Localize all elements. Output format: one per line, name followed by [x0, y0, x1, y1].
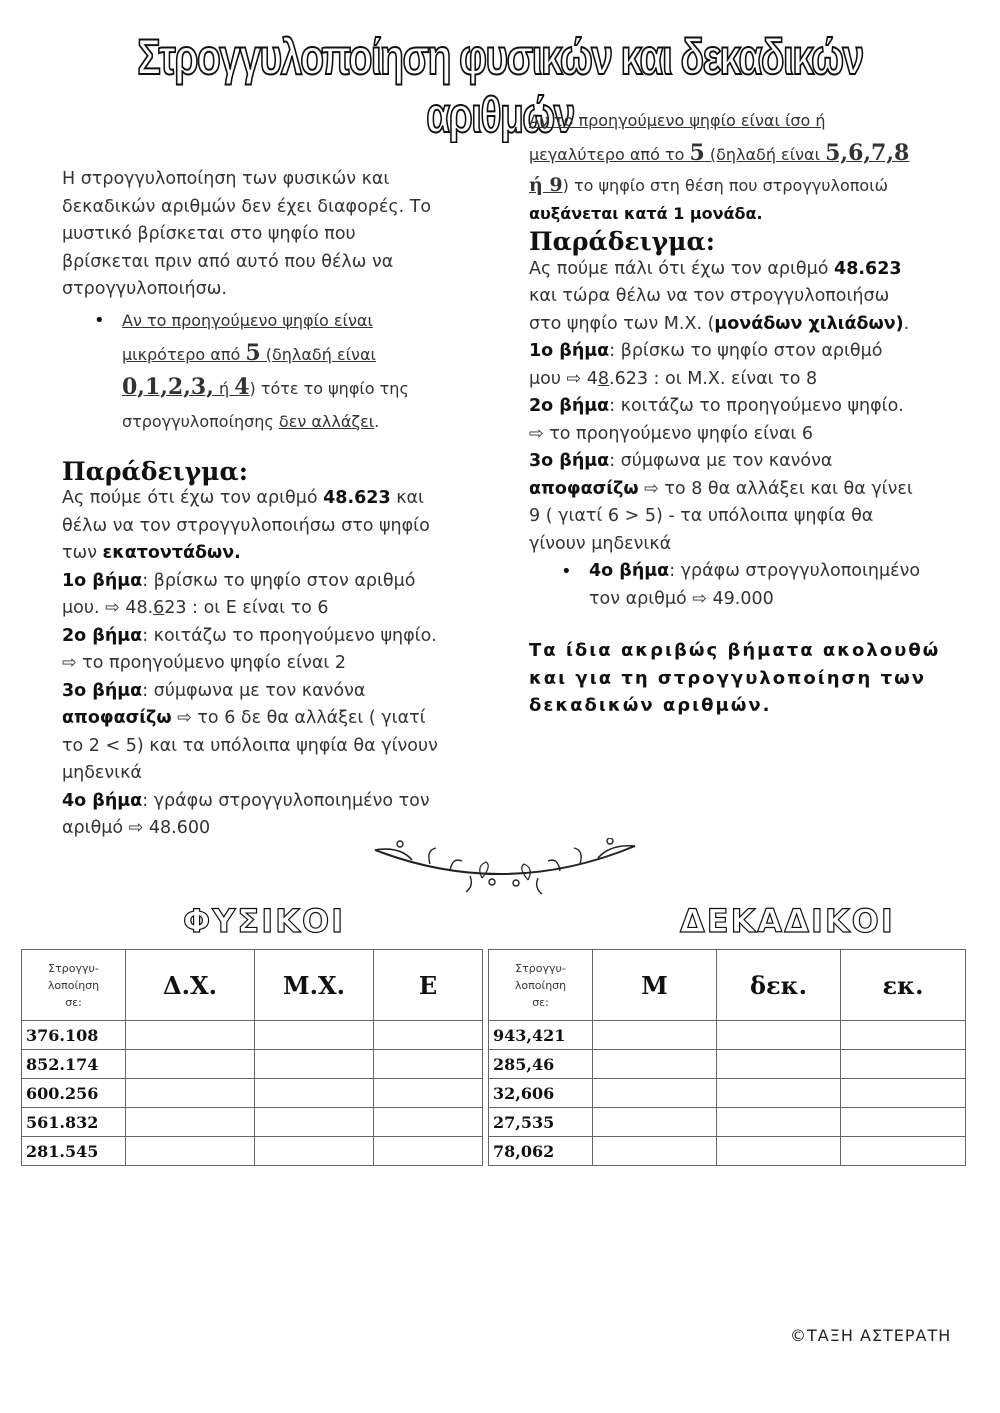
- natural-numbers-title: ΦΥΣΙΚΟΙ: [183, 902, 346, 940]
- answer-cell[interactable]: [841, 1021, 966, 1050]
- answer-cell[interactable]: [717, 1021, 841, 1050]
- table-row: 281.545: [22, 1137, 483, 1166]
- answer-cell[interactable]: [841, 1137, 966, 1166]
- column-header: Μ.Χ.: [255, 950, 374, 1021]
- copyright-footer: ©ΤΑΞΗ ΑΣΤΕΡΑΤΗ: [790, 1326, 952, 1345]
- table-row: 561.832: [22, 1108, 483, 1137]
- answer-cell[interactable]: [374, 1050, 483, 1079]
- table-row: 852.174: [22, 1050, 483, 1079]
- answer-cell[interactable]: [255, 1108, 374, 1137]
- example-heading: Παράδειγμα:: [529, 227, 715, 256]
- table-row: 32,606: [489, 1079, 966, 1108]
- right-column: [529, 104, 959, 720]
- table-corner-header: Στρογγυ- λοποίηση σε:: [22, 950, 126, 1021]
- table-row: 376.108: [22, 1021, 483, 1050]
- answer-cell[interactable]: [593, 1079, 717, 1108]
- table-corner-header: Στρογγυ- λοποίηση σε:: [489, 950, 593, 1021]
- answer-cell[interactable]: [126, 1137, 255, 1166]
- example-heading: Παράδειγμα:: [62, 456, 248, 486]
- column-header: εκ.: [841, 950, 966, 1021]
- answer-cell[interactable]: [374, 1137, 483, 1166]
- intro-line: Η στρογγυλοποίηση των φυσικών και: [62, 169, 390, 189]
- example-text: Ας πούμε ότι έχω τον αριθμό 48.623 και θέλω να τον στρογγυλοποιήσω στο ψηφίο των εκατοντάδων. 1ο βήμα: βρίσκω το ψηφίο στον αριθμό μου. ⇨ 48.623 : οι Ε είναι το 6 2ο βήμα: κοιτάζω το προηγούμενο ψηφίο. ⇨ το προηγούμενο ψηφίο είναι 2 3ο βήμα: σύμφωνα με τον κανόνα αποφασίζω ⇨ το 6 δε θα αλλάξει ( γιατί το 2 < 5) και τα υπόλοιπα ψηφία θα γίνουν μηδενικά 4ο βήμα: γράφω στρογγυλοποιημένο τον αριθμό ⇨ 48.600: [62, 488, 438, 838]
- page-title: Στρογγυλοποίηση φυσικών και δεκαδικών αριθμών: [137, 29, 863, 143]
- answer-cell[interactable]: [593, 1137, 717, 1166]
- answer-cell[interactable]: [374, 1079, 483, 1108]
- answer-cell[interactable]: [126, 1021, 255, 1050]
- intro-line: δεκαδικών αριθμών δεν έχει διαφορές. Το: [62, 196, 432, 217]
- table-row: 600.256: [22, 1079, 483, 1108]
- answer-cell[interactable]: [374, 1021, 483, 1050]
- rule-greater-equal-five: Αν το προηγούμενο ψηφίο είναι ίσο ή μεγαλύτερο από το 5 (δηλαδή είναι 5,6,7,8 ή 9) το ψηφίο στη θέση που στρογγυλοποιώ αυξάνεται κατά 1 μονάδα.: [529, 111, 910, 223]
- answer-cell[interactable]: [717, 1079, 841, 1108]
- answer-cell[interactable]: [593, 1050, 717, 1079]
- example-text: Ας πούμε πάλι ότι έχω τον αριθμό 48.623 και τώρα θέλω να τον στρογγυλοποιήσω στο ψηφίο των Μ.Χ. (μονάδων χιλιάδων). 1ο βήμα: βρίσκω το ψηφίο στον αριθμό μου ⇨ 48.623 : οι Μ.Χ. είναι το 8 2ο βήμα: κοιτάζω το προηγούμενο ψηφίο. ⇨ το προηγούμενο ψηφίο είναι 6 3ο βήμα: σύμφωνα με τον κανόνα αποφασίζω ⇨ το 8 θα αλλάξει και θα γίνει 9 ( γιατί 6 > 5) - τα υπόλοιπα ψηφία θα γίνουν μηδενικά • 4ο βήμα: γράφω στρογγυλοποιημένο τον αριθμό ⇨ 49.000: [529, 256, 959, 614]
- decimal-numbers-table: [488, 949, 966, 1166]
- table-row: 285,46: [489, 1050, 966, 1079]
- answer-cell[interactable]: [717, 1050, 841, 1079]
- intro-line: βρίσκεται πριν από αυτό που θέλω να: [62, 251, 394, 272]
- answer-cell[interactable]: [126, 1108, 255, 1137]
- answer-cell[interactable]: [255, 1079, 374, 1108]
- answer-cell[interactable]: [717, 1137, 841, 1166]
- table-row: 78,062: [489, 1137, 966, 1166]
- answer-cell[interactable]: [126, 1050, 255, 1079]
- left-column: [62, 166, 482, 843]
- column-header: Μ: [593, 950, 717, 1021]
- answer-cell[interactable]: [717, 1108, 841, 1137]
- column-header: Ε: [374, 950, 483, 1021]
- answer-cell[interactable]: [593, 1108, 717, 1137]
- answer-cell[interactable]: [374, 1108, 483, 1137]
- answer-cell[interactable]: [593, 1021, 717, 1050]
- closing-note: Τα ίδια ακριβώς βήματα ακολουθώ και για τη στρογγυλοποίηση των δεκαδικών αριθμών.: [529, 640, 941, 716]
- answer-cell[interactable]: [841, 1108, 966, 1137]
- column-header: δεκ.: [717, 950, 841, 1021]
- rule-less-than-five: • Αν το προηγούμενο ψηφίο είναι μικρότερο από 5 (δηλαδή είναι 0,1,2,3, ή 4) τότε το ψηφίο της στρογγυλοποίησης δεν αλλάζει.: [62, 304, 482, 438]
- vine-ornament-icon: [370, 838, 640, 896]
- decimal-numbers-title: ΔΕΚΑΔΙΚΟΙ: [680, 902, 895, 940]
- table-row: 943,421: [489, 1021, 966, 1050]
- natural-numbers-table: [21, 949, 483, 1166]
- answer-cell[interactable]: [126, 1079, 255, 1108]
- intro-line: μυστικό βρίσκεται στο ψηφίο που: [62, 224, 356, 244]
- answer-cell[interactable]: [255, 1050, 374, 1079]
- answer-cell[interactable]: [255, 1021, 374, 1050]
- intro-line: στρογγυλοποιήσω.: [62, 279, 227, 299]
- table-row: 27,535: [489, 1108, 966, 1137]
- answer-cell[interactable]: [255, 1137, 374, 1166]
- answer-cell[interactable]: [841, 1079, 966, 1108]
- column-header: Δ.Χ.: [126, 950, 255, 1021]
- answer-cell[interactable]: [841, 1050, 966, 1079]
